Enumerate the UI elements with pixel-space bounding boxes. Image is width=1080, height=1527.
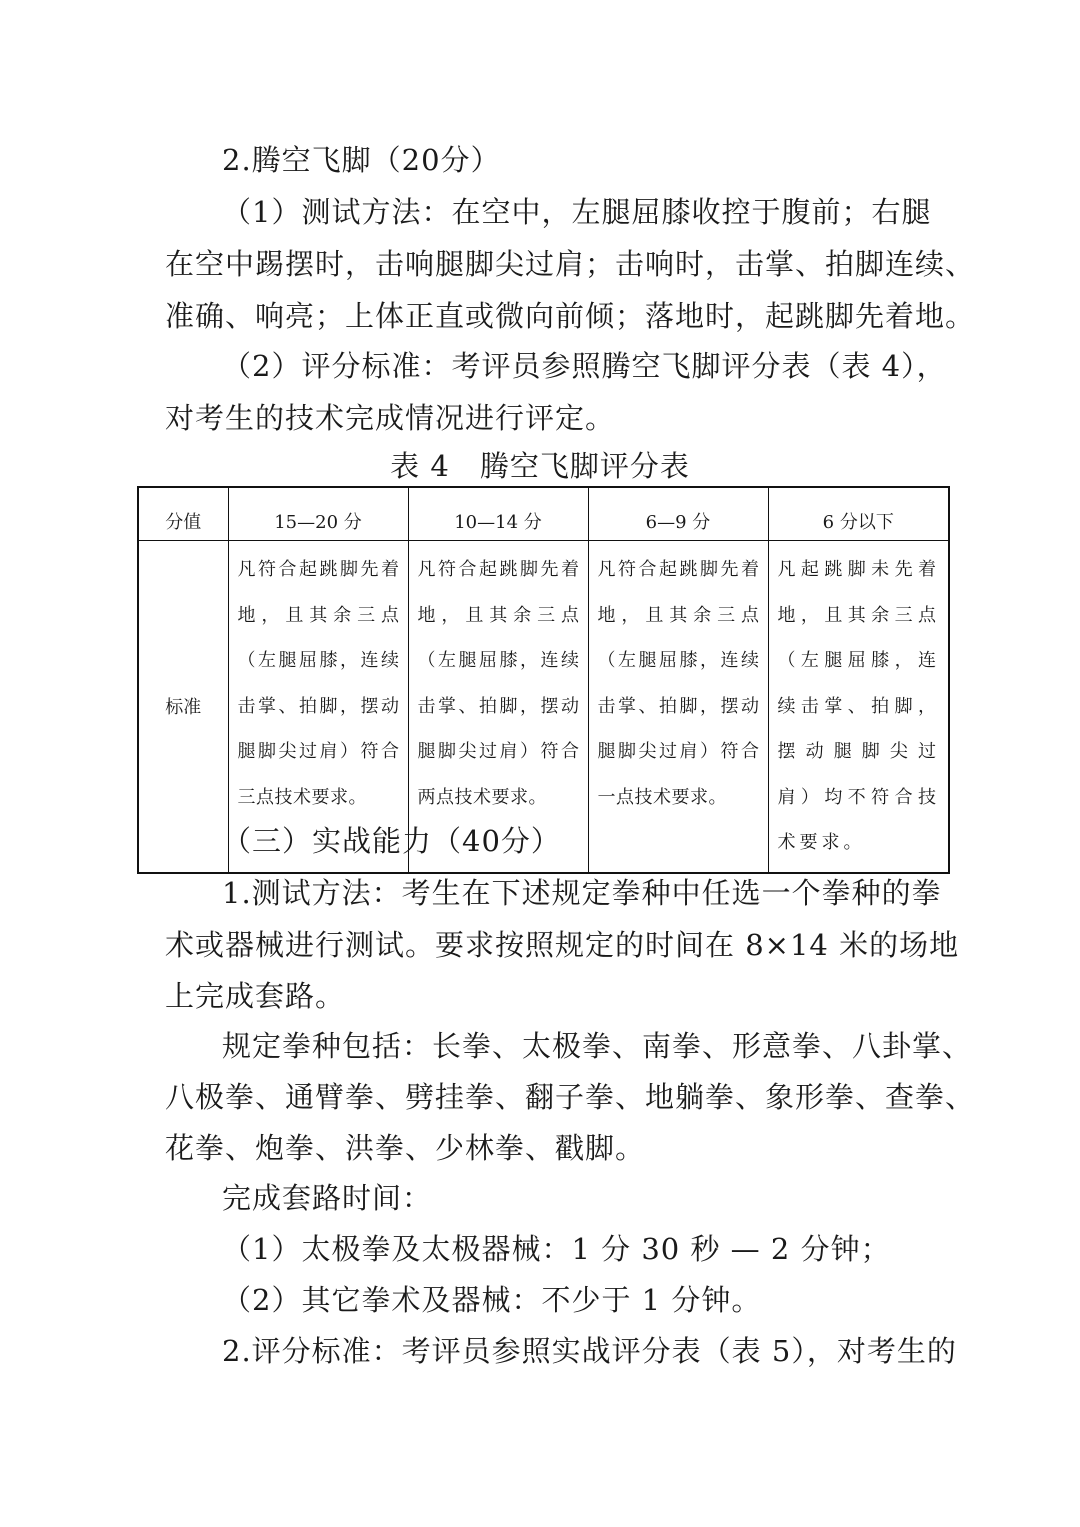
paragraph-line: 规定拳种包括：长拳、太极拳、南拳、形意拳、八卦掌、 — [222, 1029, 973, 1063]
paragraph-line: 术或器械进行测试。要求按照规定的时间在 8×14 米的场地 — [165, 928, 960, 962]
table-caption: 表 4 腾空飞脚评分表 — [390, 449, 690, 483]
header-column: 15—20 分 — [228, 487, 408, 541]
paragraph-line: （1）测试方法：在空中，左腿屈膝收控于腹前；右腿 — [222, 195, 932, 229]
table-cell: 凡符合起跳脚先着地，且其余三点（左腿屈膝，连续击掌、拍脚，摆动腿脚尖过肩）符合三点技术要求。 — [228, 541, 408, 873]
paragraph-line: 上完成套路。 — [165, 979, 346, 1013]
section-heading-combat: （三）实战能力（40分） — [222, 824, 561, 858]
table-cell: 凡符合起跳脚先着地，且其余三点（左腿屈膝，连续击掌、拍脚，摆动腿脚尖过肩）符合一点技术要求。 — [588, 541, 768, 873]
list-item: （1）太极拳及太极器械：1 分 30 秒 — 2 分钟； — [222, 1232, 891, 1266]
header-score-label: 分值 — [138, 487, 228, 541]
header-column: 10—14 分 — [408, 487, 588, 541]
table-header-row — [138, 487, 949, 541]
list-item: （2）其它拳术及器械：不少于 1 分钟。 — [222, 1283, 762, 1317]
paragraph-line: 2.评分标准：考评员参照实战评分表（表 5），对考生的 — [222, 1334, 957, 1368]
table-cell: 凡符合起跳脚先着地，且其余三点（左腿屈膝，连续击掌、拍脚，摆动腿脚尖过肩）符合两点技术要求。 — [408, 541, 588, 873]
paragraph-line: 八极拳、通臂拳、劈挂拳、翻子拳、地躺拳、象形拳、查拳、 — [165, 1080, 976, 1114]
paragraph-line: （2）评分标准：考评员参照腾空飞脚评分表（表 4）， — [222, 349, 947, 383]
paragraph-line: 在空中踢摆时，击响腿脚尖过肩；击响时，击掌、拍脚连续、 — [165, 247, 976, 281]
row-label-standard: 标准 — [138, 541, 228, 873]
section-heading-flying-kick: 2.腾空飞脚（20分） — [222, 143, 501, 177]
paragraph-line: 完成套路时间： — [222, 1181, 433, 1215]
paragraph-line: 对考生的技术完成情况进行评定。 — [165, 401, 616, 435]
paragraph-line: 1.测试方法：考生在下述规定拳种中任选一个拳种的拳 — [222, 876, 942, 910]
header-column: 6 分以下 — [768, 487, 949, 541]
paragraph-line: 准确、响亮；上体正直或微向前倾；落地时，起跳脚先着地。 — [165, 299, 976, 333]
header-column: 6—9 分 — [588, 487, 768, 541]
paragraph-line: 花拳、炮拳、洪拳、少林拳、戳脚。 — [165, 1131, 646, 1165]
table-cell: 凡起跳脚未先着地，且其余三点（左腿屈膝，连续击掌、拍脚，摆动腿脚尖过肩）均不符合技术要求。 — [768, 541, 949, 873]
